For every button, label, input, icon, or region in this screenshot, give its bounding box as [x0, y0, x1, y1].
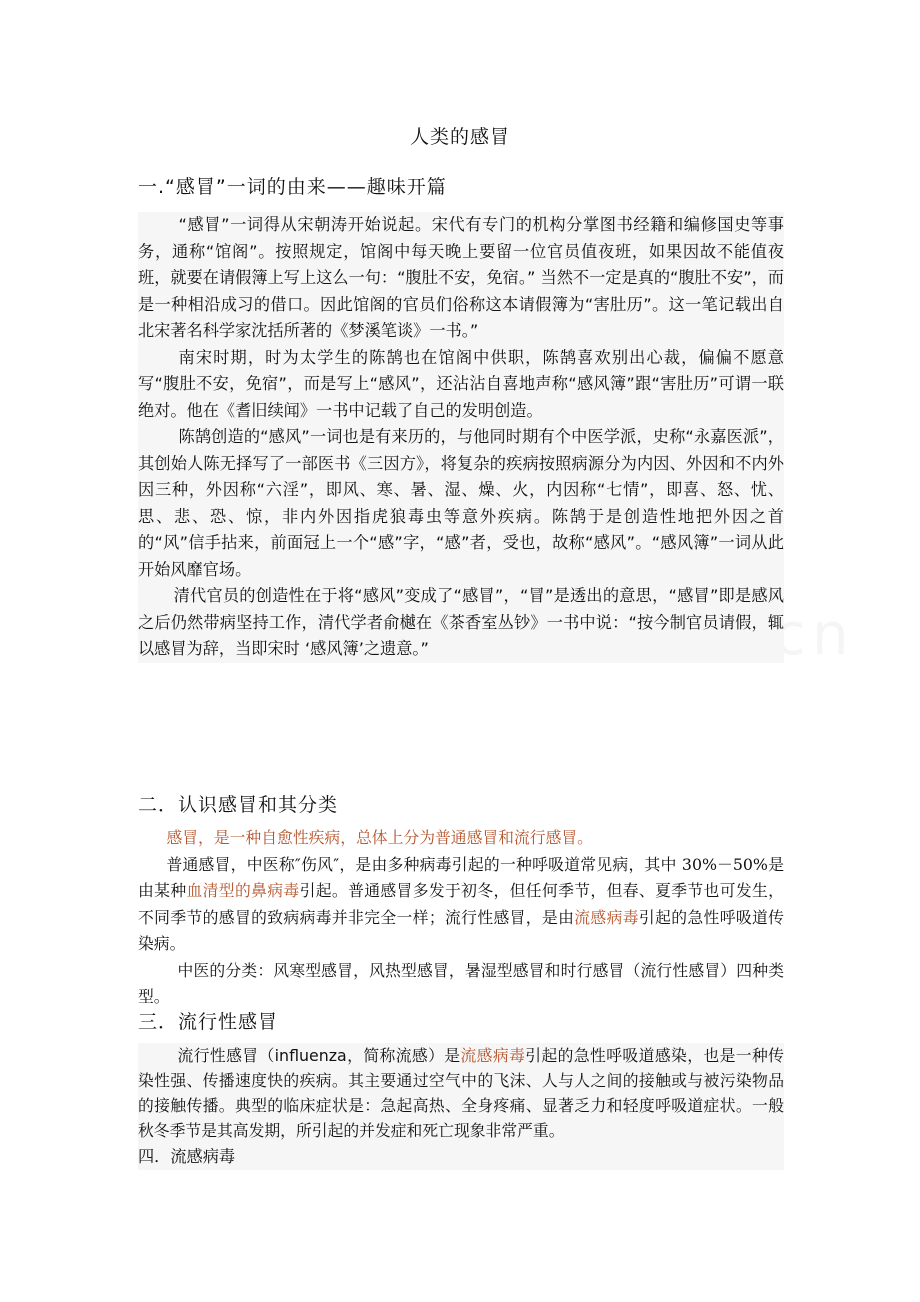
rhinovirus-term: 血清型的鼻病毒 — [186, 881, 300, 900]
influenza-virus-term: 流感病毒 — [574, 907, 639, 927]
influenza-virus-term: 流感病毒 — [460, 1046, 526, 1065]
section-1-paragraph: 陈鹄创造的“感风”一词也是有来历的，与他同时期有个中医学派，史称“永嘉医派”，其创始人陈无择写了一部医书《三因方》，将复杂的疾病按照病源分为内因、外因和不内外因三种，外因称“六淫”，即风、寒、暑、湿、燥、火，内因称“七情”，即喜、怒、忧、思、悲、恐、惊，非内外因指虎狼毒虫等意外疾病。陈鹄于是创造性地把外因之首的“风”信手拈来，前面冠上一个“感”字，“感”者，受也，故称“感风”。“感风簿”一词从此开始风靡官场。 — [138, 427, 784, 579]
section-2-tcm-paragraph: 中医的分类：风寒型感冒，风热型感冒，暑湿型感冒和时行感冒（流行性感冒）四种类型。 — [138, 960, 784, 1006]
page-title: 人类的感冒 — [409, 126, 510, 148]
section-3-paragraph — [138, 1043, 784, 1143]
section-1-heading: 一.“感冒”一词的由来——趣味开篇 — [138, 176, 447, 198]
section-2-text: 引起的急性呼吸道传染病。 — [138, 907, 784, 953]
section-1-body — [138, 212, 784, 663]
section-3-body — [138, 1043, 784, 1170]
section-3-heading: 三．流行性感冒 — [138, 1011, 279, 1033]
section-3-text: 引起的急性呼吸道感染，也是一种传染性强、传播速度快的疾病。其主要通过空气中的飞沫、人与人之间的接触或与被污染物品的接触传播。典型的临床症状是：急起高热、全身疼痛、显著乏力和轻度呼吸道症状。一般秋冬季节是其高发期，所引起的并发症和死亡现象非常严重。 — [138, 1046, 784, 1140]
section-1-paragraph: 南宋时期，时为太学生的陈鹄也在馆阁中供职，陈鹄喜欢别出心裁，偏偏不愿意写“腹肚不安，免宿”，而是写上“感风”，还沾沾自喜地声称“感风簿”跟“害肚历”可谓一联绝对。他在《耆旧续闻》一书中记载了自己的发明创造。 — [138, 347, 784, 420]
section-2-body — [138, 825, 784, 1011]
section-2-intro: 感冒，是一种自愈性疾病，总体上分为普通感冒和流行感冒。 — [166, 828, 593, 847]
section-2-heading: 二．认识感冒和其分类 — [138, 794, 339, 816]
section-2-common-cold-paragraph — [138, 852, 784, 958]
section-4-heading: 四．流感病毒 — [138, 1147, 236, 1166]
section-1-paragraph: 清代官员的创造性在于将“感风”变成了“感冒”，“冒”是透出的意思，“感冒”即是感风之后仍然带病坚持工作，清代学者俞樾在《茶香室丛钞》一书中说：“按今制官员请假，辄以感冒为辞，当即宋时 ‘感风簿’之遗意。” — [138, 586, 784, 658]
section-1-paragraph: “感冒”一词得从宋朝涛开始说起。宋代有专门的机构分掌图书经籍和编修国史等事务，通称“馆阁”。按照规定，馆阁中每天晚上要留一位官员值夜班，如果因故不能值夜班，就要在请假簿上写上这么一句：“腹肚不安，免宿。” 当然不一定是真的“腹肚不安”，而是一种相沿成习的借口。因此馆阁的官员们俗称这本请假簿为“害肚历”。这一笔记载出自北宋著名科学家沈括所著的《梦溪笔谈》一书。” — [138, 215, 784, 340]
section-2-text: 引起。普通感冒多发于初冬，但任何季节，但春、夏季节也可发生，不同季节的感冒的致病病毒并非完全一样；流行性感冒，是由 — [138, 881, 784, 927]
section-2-text: 普通感冒，中医称″伤风″，是由多种病毒引起的一种呼吸道常见病，其中 30%－50%是由某种 — [138, 854, 784, 900]
section-3-text: 流行性感冒（influenza，简称流感）是 — [177, 1046, 461, 1065]
